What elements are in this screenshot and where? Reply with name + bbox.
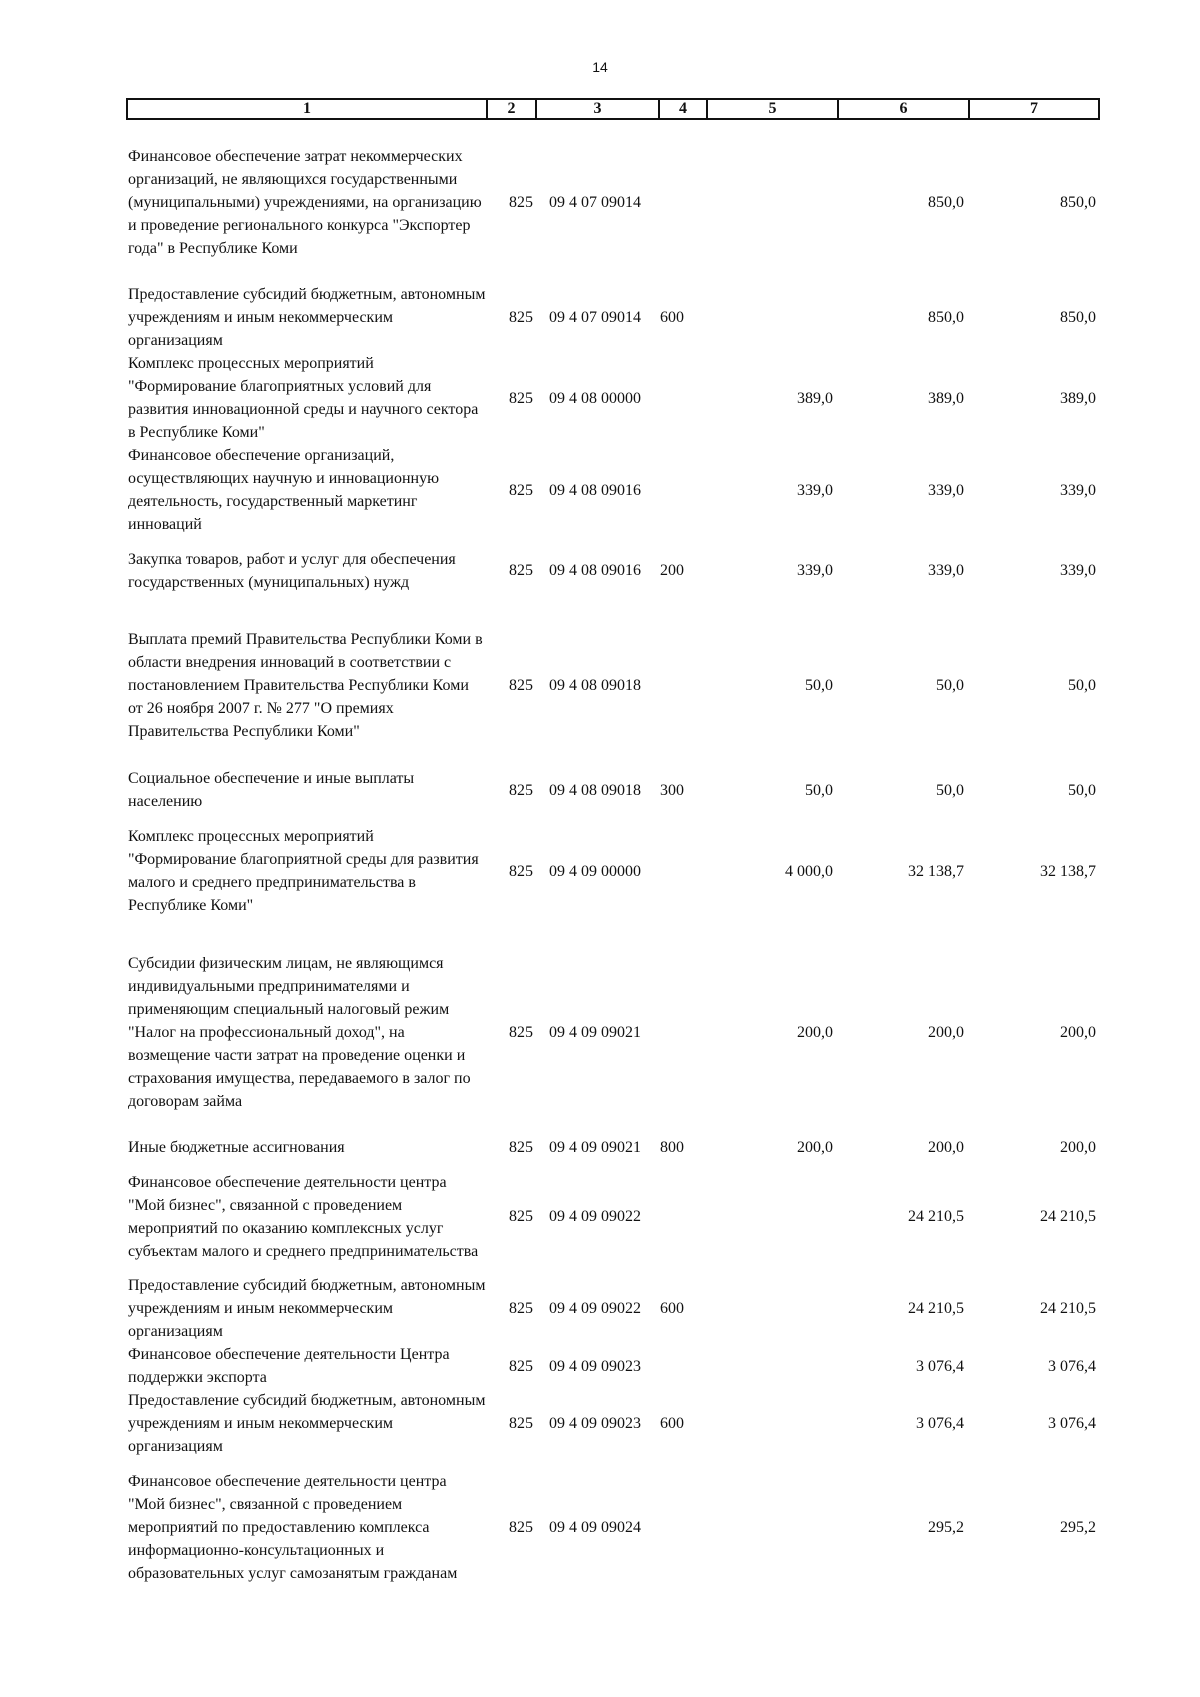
row-value-7: 339,0 — [1060, 562, 1096, 579]
row-name: Финансовое обеспечение деятельности центра "Мой бизнес", связанной с проведением мероприятий по предоставлению комплекса информационно-консультационных и образовательных услуг самозанятым гражданам — [128, 1472, 458, 1582]
row-value-7: 50,0 — [1068, 781, 1096, 799]
row-value-6: 50,0 — [936, 677, 964, 694]
table-row — [126, 444, 1100, 536]
table-row — [126, 605, 1100, 766]
table-row — [126, 1343, 1100, 1389]
row-value-7: 389,0 — [1060, 389, 1096, 407]
row-csr: 09 4 09 09021 — [549, 1139, 641, 1156]
row-name: Социальное обеспечение и иные выплаты населению — [128, 770, 415, 810]
row-value-6: 295,2 — [928, 1518, 964, 1536]
row-name: Финансовое обеспечение деятельности центра "Мой бизнес", связанной с проведением мероприятий по оказанию комплексных услуг субъектам малого и среднего предпринимательства — [128, 1173, 479, 1260]
table-row — [126, 1389, 1100, 1458]
row-vr: 600 — [660, 309, 684, 326]
row-code: 825 — [509, 1023, 533, 1041]
row-value-6: 3 076,4 — [916, 1415, 964, 1432]
row-csr: 09 4 09 09024 — [549, 1518, 641, 1536]
row-vr: 200 — [660, 562, 684, 579]
row-value-5: 50,0 — [805, 677, 833, 694]
table-row — [126, 283, 1100, 352]
table-row — [126, 1159, 1100, 1274]
row-value-6: 850,0 — [928, 309, 964, 326]
row-vr: 600 — [660, 1300, 684, 1317]
column-header-1: 1 — [128, 100, 488, 118]
table-row — [126, 1136, 1100, 1159]
row-value-7: 850,0 — [1060, 194, 1096, 211]
row-code: 825 — [509, 309, 533, 326]
row-name: Предоставление субсидий бюджетным, автономным учреждениям и иным некоммерческим организациям — [128, 1277, 486, 1340]
row-name: Финансовое обеспечение затрат некоммерческих организаций, не являющихся государственными (муниципальными) учреждениями, на организацию и проведение регионального конкурса "Экспортер года" в Республике Коми — [128, 148, 482, 257]
row-name: Предоставление субсидий бюджетным, автономным учреждениям и иным некоммерческим организациям — [128, 286, 486, 349]
row-csr: 09 4 07 09014 — [549, 309, 641, 326]
row-code: 825 — [509, 1357, 533, 1375]
row-code: 825 — [509, 781, 533, 799]
row-value-6: 32 138,7 — [908, 862, 964, 880]
row-value-7: 24 210,5 — [1040, 1300, 1096, 1317]
row-csr: 09 4 09 09022 — [549, 1300, 641, 1317]
table-row — [126, 1458, 1100, 1596]
row-name: Финансовое обеспечение деятельности Центра поддержки экспорта — [128, 1346, 450, 1386]
row-code: 825 — [509, 389, 533, 407]
row-csr: 09 4 08 09016 — [549, 562, 641, 579]
row-code: 825 — [509, 1139, 533, 1156]
row-value-7: 50,0 — [1068, 677, 1096, 694]
table-row — [126, 766, 1100, 814]
row-value-5: 4 000,0 — [785, 862, 833, 880]
table-row — [126, 814, 1100, 928]
row-value-7: 32 138,7 — [1040, 862, 1096, 880]
row-value-7: 24 210,5 — [1040, 1208, 1096, 1225]
table-header — [126, 98, 1100, 120]
table-body — [126, 122, 1100, 1596]
row-code: 825 — [509, 1415, 533, 1432]
row-value-6: 339,0 — [928, 481, 964, 499]
row-value-6: 3 076,4 — [916, 1357, 964, 1375]
column-header-2: 2 — [488, 100, 537, 118]
row-csr: 09 4 09 09023 — [549, 1415, 641, 1432]
row-name: Иные бюджетные ассигнования — [128, 1139, 345, 1156]
row-value-6: 850,0 — [928, 194, 964, 211]
column-header-5: 5 — [708, 100, 839, 118]
row-name: Финансовое обеспечение организаций, осуществляющих научную и инновационную деятельность, государственный маркетинг инноваций — [128, 447, 440, 533]
row-name: Комплекс процессных мероприятий "Формирование благоприятной среды для развития малого и среднего предпринимательства в Республике Коми" — [128, 828, 479, 914]
row-value-7: 200,0 — [1060, 1023, 1096, 1041]
row-value-6: 200,0 — [928, 1139, 964, 1156]
row-name: Закупка товаров, работ и услуг для обеспечения государственных (муниципальных) нужд — [128, 550, 456, 591]
table-row — [126, 1274, 1100, 1343]
row-csr: 09 4 09 09022 — [549, 1208, 641, 1225]
column-header-4: 4 — [660, 100, 708, 118]
row-name: Выплата премий Правительства Республики Коми в области внедрения инноваций в соответствии с постановлением Правительства Республики Коми от 26 ноября 2007 г. № 277 "О премиях Правительства Республики Коми" — [128, 631, 483, 740]
row-csr: 09 4 08 00000 — [549, 389, 641, 407]
row-value-7: 295,2 — [1060, 1518, 1096, 1536]
row-name: Субсидии физическим лицам, не являющимся индивидуальными предпринимателями и применяющим специальный налоговый режим "Налог на профессиональный доход", на возмещение части затрат на проведение оценки и страхования имущества, передаваемого в залог по договорам займа — [128, 954, 471, 1110]
row-code: 825 — [509, 1518, 533, 1536]
row-value-7: 3 076,4 — [1048, 1357, 1096, 1375]
row-csr: 09 4 08 09016 — [549, 481, 641, 499]
row-value-5: 50,0 — [805, 781, 833, 799]
row-csr: 09 4 09 09023 — [549, 1357, 641, 1375]
row-csr: 09 4 09 09021 — [549, 1023, 641, 1041]
row-name: Комплекс процессных мероприятий "Формирование благоприятных условий для развития инновационной среды и научного сектора в Республике Коми" — [128, 355, 479, 441]
row-value-6: 24 210,5 — [908, 1300, 964, 1317]
row-value-6: 24 210,5 — [908, 1208, 964, 1225]
table-row — [126, 122, 1100, 283]
row-value-6: 200,0 — [928, 1023, 964, 1041]
row-code: 825 — [509, 562, 533, 579]
column-header-6: 6 — [839, 100, 970, 118]
row-code: 825 — [509, 481, 533, 499]
row-code: 825 — [509, 194, 533, 211]
column-header-7: 7 — [1030, 100, 1038, 117]
row-code: 825 — [509, 862, 533, 880]
row-csr: 09 4 08 09018 — [549, 677, 641, 694]
row-value-5: 339,0 — [797, 481, 833, 499]
row-value-5: 339,0 — [797, 562, 833, 579]
row-value-5: 389,0 — [797, 389, 833, 407]
row-value-6: 339,0 — [928, 562, 964, 579]
row-code: 825 — [509, 1300, 533, 1317]
row-code: 825 — [509, 1208, 533, 1225]
column-header-3: 3 — [537, 100, 660, 118]
row-vr: 300 — [660, 781, 684, 799]
table-row — [126, 352, 1100, 444]
table-row — [126, 536, 1100, 605]
row-vr: 800 — [660, 1139, 684, 1156]
row-value-6: 50,0 — [936, 781, 964, 799]
table-row — [126, 928, 1100, 1136]
page-number: 14 — [592, 59, 608, 75]
row-csr: 09 4 07 09014 — [549, 194, 641, 211]
row-value-5: 200,0 — [797, 1139, 833, 1156]
row-code: 825 — [509, 677, 533, 694]
row-value-7: 339,0 — [1060, 481, 1096, 499]
row-value-7: 850,0 — [1060, 309, 1096, 326]
row-csr: 09 4 09 00000 — [549, 862, 641, 880]
row-value-7: 200,0 — [1060, 1139, 1096, 1156]
row-value-5: 200,0 — [797, 1023, 833, 1041]
row-value-7: 3 076,4 — [1048, 1415, 1096, 1432]
row-vr: 600 — [660, 1415, 684, 1432]
row-value-6: 389,0 — [928, 389, 964, 407]
row-name: Предоставление субсидий бюджетным, автономным учреждениям и иным некоммерческим организациям — [128, 1392, 486, 1455]
row-csr: 09 4 08 09018 — [549, 781, 641, 799]
